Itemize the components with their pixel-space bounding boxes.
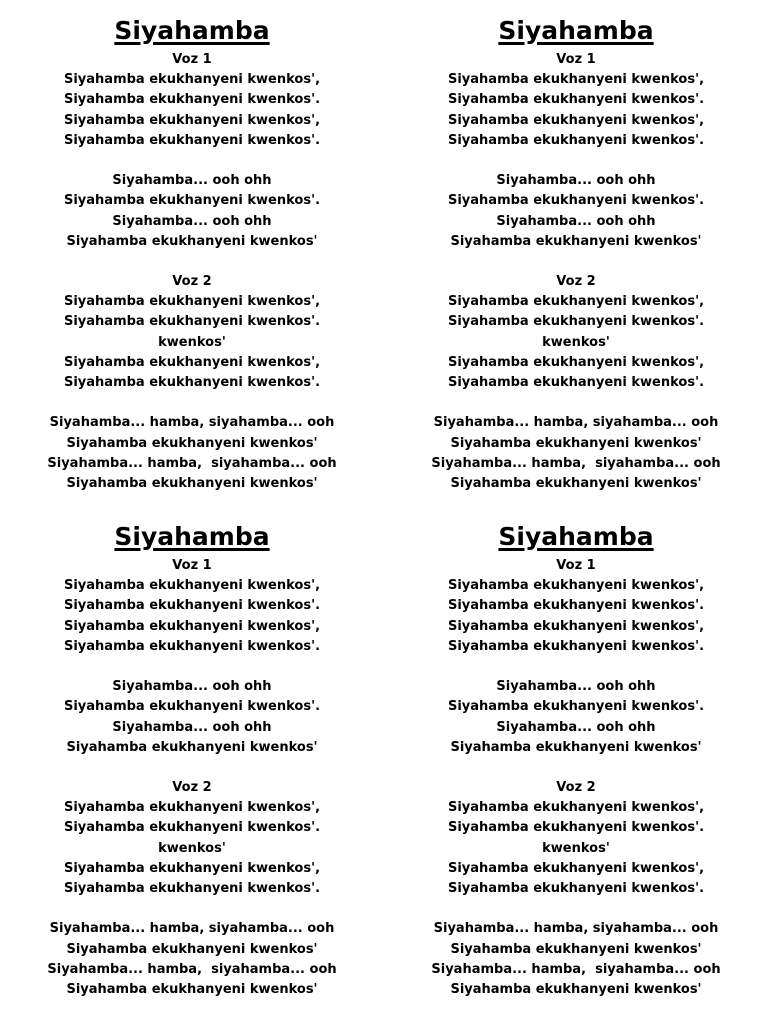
stanza-gap	[0, 758, 384, 778]
lyric-line: Siyahamba ekukhanyeni kwenkos'.	[447, 598, 705, 614]
voice-heading: Voz 2	[556, 780, 596, 796]
lyric-line: Siyahamba... hamba, siyahamba... ooh	[433, 415, 719, 431]
lyric-line: kwenkos'	[158, 840, 226, 856]
lyric-line: Siyahamba ekukhanyeni kwenkos'	[450, 435, 702, 451]
lyric-line: Siyahamba... hamba, siyahamba... ooh	[431, 455, 721, 471]
lyric-line: Siyahamba ekukhanyeni kwenkos'.	[447, 699, 705, 715]
lyric-line: Siyahamba... ooh ohh	[112, 719, 272, 735]
lyric-line: Siyahamba ekukhanyeni kwenkos',	[447, 72, 705, 88]
stanza-gap	[384, 151, 768, 171]
lyric-line: Siyahamba... hamba, siyahamba... ooh	[431, 961, 721, 977]
lyric-line: Siyahamba... hamba, siyahamba... ooh	[47, 455, 337, 471]
lyric-line: Siyahamba... ooh ohh	[112, 679, 272, 695]
stanza-gap	[384, 899, 768, 919]
lyric-line: Siyahamba ekukhanyeni kwenkos'.	[63, 699, 321, 715]
lyric-line: Siyahamba ekukhanyeni kwenkos'.	[63, 132, 321, 148]
voice-heading: Voz 1	[556, 558, 596, 573]
lyric-line: Siyahamba ekukhanyeni kwenkos',	[63, 618, 321, 634]
lyric-line: Siyahamba ekukhanyeni kwenkos'.	[63, 881, 321, 896]
lyric-line: Siyahamba ekukhanyeni kwenkos'.	[63, 375, 321, 390]
lyric-line: Siyahamba ekukhanyeni kwenkos',	[447, 112, 705, 128]
lyric-line: Siyahamba ekukhanyeni kwenkos'	[450, 941, 702, 957]
lyric-line: Siyahamba ekukhanyeni kwenkos',	[447, 800, 705, 816]
song-title: Siyahamba	[498, 522, 654, 551]
lyric-line: Siyahamba ekukhanyeni kwenkos'.	[63, 314, 321, 330]
lyric-line: Siyahamba ekukhanyeni kwenkos'.	[447, 132, 705, 148]
lyric-line: Siyahamba... ooh ohh	[496, 173, 656, 189]
lyric-line: Siyahamba ekukhanyeni kwenkos'	[66, 981, 318, 997]
voice-heading: Voz 2	[172, 780, 212, 796]
voice-heading: Voz 1	[172, 558, 212, 573]
lyric-line: Siyahamba ekukhanyeni kwenkos'	[66, 739, 318, 755]
stanza-gap	[0, 151, 384, 171]
lyric-line: Siyahamba ekukhanyeni kwenkos'.	[447, 638, 705, 654]
stanza-gap	[384, 393, 768, 413]
lyric-line: Siyahamba ekukhanyeni kwenkos',	[63, 578, 321, 594]
lyric-line: Siyahamba ekukhanyeni kwenkos'.	[63, 598, 321, 614]
lyrics-sheet-top-right	[384, 12, 768, 494]
lyric-line: Siyahamba ekukhanyeni kwenkos',	[63, 354, 321, 370]
lyric-line: Siyahamba ekukhanyeni kwenkos'	[450, 233, 702, 249]
stanza-gap	[384, 657, 768, 677]
song-title: Siyahamba	[114, 16, 270, 45]
lyrics-sheet-bottom-right	[384, 518, 768, 1000]
lyric-line: Siyahamba ekukhanyeni kwenkos'	[66, 475, 318, 491]
lyric-line: Siyahamba ekukhanyeni kwenkos',	[63, 112, 321, 128]
voice-heading: Voz 1	[556, 52, 596, 67]
lyric-line: Siyahamba ekukhanyeni kwenkos'.	[63, 820, 321, 836]
lyrics-sheet-bottom-left	[0, 518, 384, 1000]
lyric-line: Siyahamba ekukhanyeni kwenkos',	[63, 860, 321, 876]
lyric-line: Siyahamba ekukhanyeni kwenkos'.	[447, 881, 705, 896]
voice-heading: Voz 2	[556, 274, 596, 290]
lyric-line: Siyahamba ekukhanyeni kwenkos'.	[447, 820, 705, 836]
lyric-line: Siyahamba ekukhanyeni kwenkos',	[63, 800, 321, 816]
lyric-line: Siyahamba... hamba, siyahamba... ooh	[49, 921, 335, 937]
lyric-line: Siyahamba... ooh ohh	[496, 679, 656, 695]
lyric-line: Siyahamba... ooh ohh	[496, 719, 656, 735]
stanza-gap	[0, 252, 384, 272]
lyric-line: Siyahamba ekukhanyeni kwenkos'.	[63, 193, 321, 209]
lyric-line: Siyahamba ekukhanyeni kwenkos'	[450, 475, 702, 491]
lyric-line: Siyahamba... hamba, siyahamba... ooh	[49, 415, 335, 431]
song-title: Siyahamba	[114, 522, 270, 551]
lyric-line: Siyahamba... hamba, siyahamba... ooh	[433, 921, 719, 937]
lyric-line: Siyahamba... ooh ohh	[112, 213, 272, 229]
lyric-line: kwenkos'	[542, 334, 610, 350]
lyric-line: Siyahamba ekukhanyeni kwenkos'.	[447, 375, 705, 390]
lyrics-sheet-top-left	[0, 12, 384, 494]
lyric-line: Siyahamba ekukhanyeni kwenkos'	[450, 739, 702, 755]
stanza-gap	[0, 899, 384, 919]
lyric-line: Siyahamba ekukhanyeni kwenkos'.	[447, 314, 705, 330]
stanza-gap	[384, 252, 768, 272]
lyric-line: Siyahamba ekukhanyeni kwenkos',	[447, 294, 705, 310]
lyric-line: Siyahamba ekukhanyeni kwenkos'	[66, 435, 318, 451]
lyric-line: Siyahamba ekukhanyeni kwenkos',	[447, 618, 705, 634]
lyric-line: Siyahamba... ooh ohh	[496, 213, 656, 229]
lyric-line: Siyahamba ekukhanyeni kwenkos',	[447, 860, 705, 876]
lyric-line: Siyahamba ekukhanyeni kwenkos'.	[447, 193, 705, 209]
lyric-line: Siyahamba ekukhanyeni kwenkos'	[450, 981, 702, 997]
lyric-line: Siyahamba ekukhanyeni kwenkos',	[447, 578, 705, 594]
lyric-line: Siyahamba ekukhanyeni kwenkos'.	[447, 92, 705, 108]
song-title: Siyahamba	[498, 16, 654, 45]
lyric-line: Siyahamba ekukhanyeni kwenkos'.	[63, 92, 321, 108]
stanza-gap	[0, 393, 384, 413]
lyric-line: Siyahamba ekukhanyeni kwenkos'.	[63, 638, 321, 654]
lyric-line: Siyahamba ekukhanyeni kwenkos',	[63, 294, 321, 310]
lyric-line: Siyahamba ekukhanyeni kwenkos',	[447, 354, 705, 370]
stanza-gap	[0, 657, 384, 677]
lyric-line: Siyahamba... hamba, siyahamba... ooh	[47, 961, 337, 977]
lyric-line: kwenkos'	[542, 840, 610, 856]
voice-heading: Voz 2	[172, 274, 212, 290]
lyric-line: Siyahamba ekukhanyeni kwenkos'	[66, 941, 318, 957]
lyric-line: Siyahamba... ooh ohh	[112, 173, 272, 189]
lyric-line: kwenkos'	[158, 334, 226, 350]
stanza-gap	[384, 758, 768, 778]
lyric-line: Siyahamba ekukhanyeni kwenkos'	[66, 233, 318, 249]
lyric-line: Siyahamba ekukhanyeni kwenkos',	[63, 72, 321, 88]
voice-heading: Voz 1	[172, 52, 212, 67]
